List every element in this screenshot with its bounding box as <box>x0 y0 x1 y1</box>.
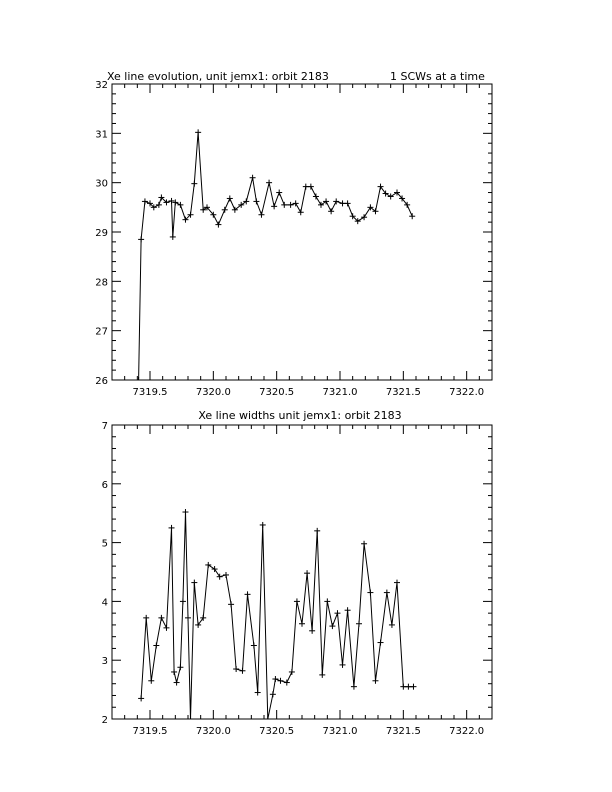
data-point <box>205 562 211 568</box>
data-point <box>329 623 335 629</box>
data-point <box>313 193 319 199</box>
data-point <box>323 198 329 204</box>
chart-panel-widths <box>102 409 492 737</box>
data-point <box>298 209 304 215</box>
data-point <box>138 695 144 701</box>
data-point <box>299 621 305 627</box>
data-point <box>394 580 400 586</box>
data-point <box>171 669 177 675</box>
data-point <box>351 684 357 690</box>
x-tick-label: 7321.5 <box>385 726 421 737</box>
data-point <box>243 198 249 204</box>
x-tick-label: 7321.5 <box>385 387 421 398</box>
x-tick-label: 7322.0 <box>449 387 485 398</box>
x-tick-label: 7320.0 <box>195 387 231 398</box>
data-point <box>410 684 416 690</box>
data-point <box>228 601 234 607</box>
y-tick-label: 30 <box>95 178 108 190</box>
data-point <box>328 208 334 214</box>
data-point <box>318 202 324 208</box>
x-tick-label: 7321.0 <box>322 726 358 737</box>
y-tick-label: 32 <box>95 80 108 91</box>
data-point <box>245 591 251 597</box>
data-point <box>334 610 340 616</box>
data-point <box>345 200 351 206</box>
data-point <box>191 580 197 586</box>
y-tick-label: 4 <box>101 597 108 609</box>
data-point <box>361 541 367 547</box>
data-point <box>271 203 277 209</box>
data-point <box>409 213 415 219</box>
data-point <box>169 525 175 531</box>
x-tick-label: 7321.0 <box>322 387 358 398</box>
data-point <box>340 662 346 668</box>
data-point <box>284 680 290 686</box>
y-tick-label: 27 <box>95 326 108 338</box>
data-point <box>372 678 378 684</box>
data-point <box>253 198 259 204</box>
data-point <box>212 566 218 572</box>
data-point <box>367 590 373 596</box>
data-point <box>361 214 367 220</box>
data-point <box>293 200 299 206</box>
data-point <box>227 195 233 201</box>
series-group <box>138 509 416 722</box>
x-tick-label: 7319.5 <box>132 726 168 737</box>
data-point <box>170 234 176 240</box>
y-tick-label: 7 <box>101 421 108 432</box>
series-line <box>139 132 413 380</box>
data-point <box>319 672 325 678</box>
chart-subtitle: 1 SCWs at a time <box>390 70 485 83</box>
data-point <box>389 622 395 628</box>
chart-title: Xe line evolution, unit jemx1: orbit 2183 <box>107 70 329 83</box>
data-point <box>148 678 154 684</box>
data-point <box>163 625 169 631</box>
data-point <box>169 198 175 204</box>
data-point <box>195 129 201 135</box>
data-point <box>288 202 294 208</box>
data-point <box>266 180 272 186</box>
data-point <box>265 716 271 722</box>
data-point <box>378 640 384 646</box>
data-point <box>324 598 330 604</box>
plot-frame <box>112 84 492 380</box>
data-point <box>276 190 282 196</box>
data-point <box>289 669 295 675</box>
chart-panel-evolution <box>95 70 492 398</box>
data-point <box>222 207 228 213</box>
data-point <box>314 528 320 534</box>
y-tick-label: 26 <box>95 376 108 387</box>
y-tick-label: 6 <box>101 479 108 491</box>
data-point <box>308 184 314 190</box>
y-tick-label: 3 <box>101 656 108 668</box>
data-point <box>304 570 310 576</box>
data-point <box>153 643 159 649</box>
data-point <box>182 509 188 515</box>
data-point <box>270 691 276 697</box>
data-point <box>356 621 362 627</box>
data-point <box>294 598 300 604</box>
data-point <box>233 666 239 672</box>
data-point <box>333 198 339 204</box>
x-tick-label: 7320.5 <box>259 726 295 737</box>
data-point <box>388 193 394 199</box>
x-tick-label: 7319.5 <box>132 387 168 398</box>
data-point <box>223 572 229 578</box>
series-group <box>136 129 416 383</box>
data-point <box>345 607 351 613</box>
y-tick-label: 5 <box>101 538 108 550</box>
y-tick-label: 28 <box>95 277 108 289</box>
data-point <box>255 690 261 696</box>
series-line <box>141 512 413 719</box>
data-point <box>251 643 257 649</box>
data-point <box>239 668 245 674</box>
data-point <box>158 615 164 621</box>
data-point <box>215 222 221 228</box>
data-point <box>185 615 191 621</box>
data-point <box>136 377 142 383</box>
y-tick-label: 29 <box>95 228 108 239</box>
y-tick-label: 2 <box>101 715 108 726</box>
data-point <box>250 175 256 181</box>
x-tick-label: 7322.0 <box>449 726 485 737</box>
data-point <box>180 598 186 604</box>
data-point <box>143 615 149 621</box>
x-tick-label: 7320.5 <box>259 387 295 398</box>
data-point <box>217 574 223 580</box>
data-point <box>258 212 264 218</box>
data-point <box>260 522 266 528</box>
data-point <box>138 236 144 242</box>
data-point <box>191 181 197 187</box>
chart-title: Xe line widths unit jemx1: orbit 2183 <box>198 409 402 422</box>
y-tick-label: 31 <box>95 129 108 141</box>
x-tick-label: 7320.0 <box>195 726 231 737</box>
data-point <box>309 628 315 634</box>
data-point <box>177 664 183 670</box>
data-point <box>174 680 180 686</box>
data-point <box>384 590 390 596</box>
data-point <box>281 202 287 208</box>
